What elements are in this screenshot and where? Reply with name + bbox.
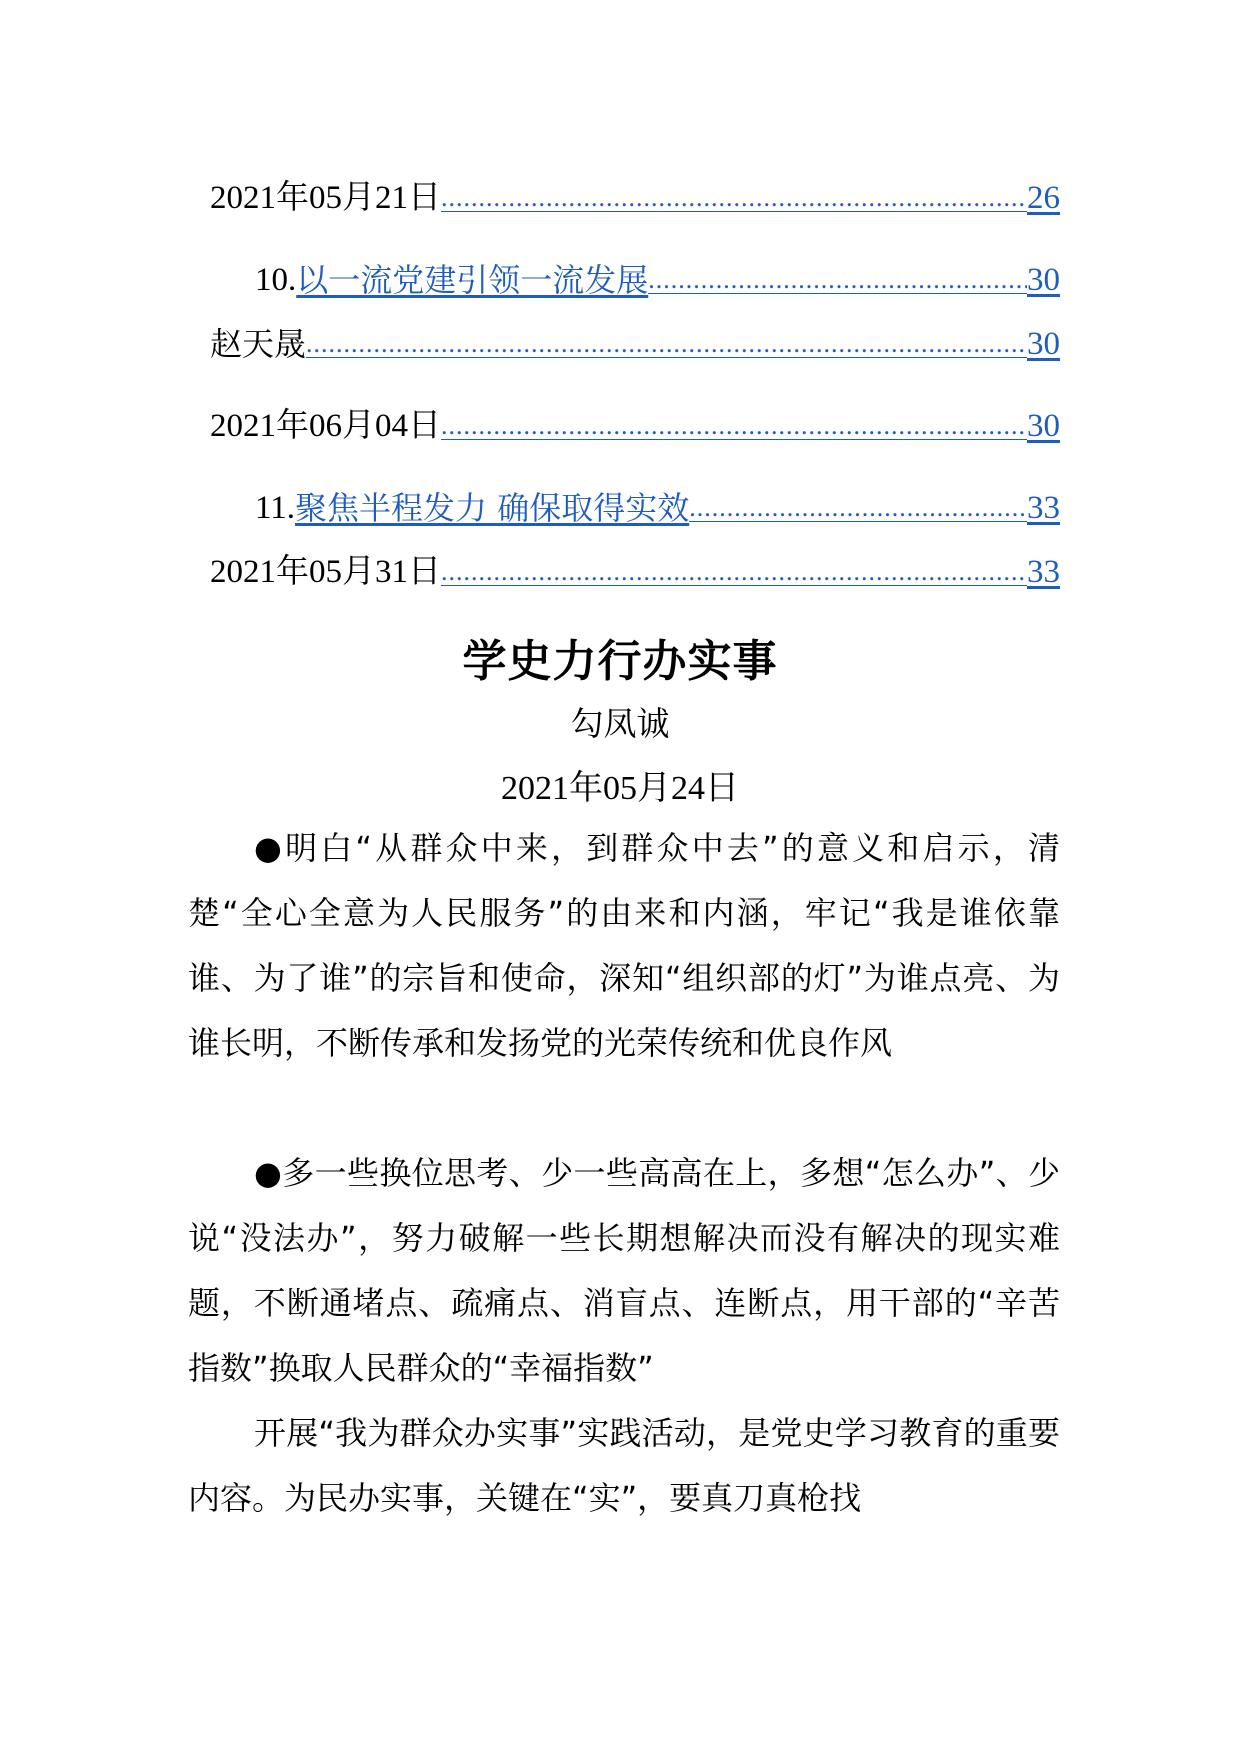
toc-leader-dots xyxy=(306,331,1027,358)
toc-entry-number: 11. xyxy=(255,490,296,526)
toc-entry-author[interactable] xyxy=(210,314,1060,364)
toc-entry-date[interactable] xyxy=(210,542,1060,592)
toc-entry-title-link[interactable]: 聚焦半程发力 确保取得实效 xyxy=(295,489,690,527)
toc-leader-dots xyxy=(689,495,1027,522)
toc-leader-dots xyxy=(441,185,1027,212)
toc-entry-title[interactable] xyxy=(255,478,1060,528)
article-title: 学史力行办实事 xyxy=(462,636,778,687)
toc-entry-text: 2021年06月04日 xyxy=(210,408,441,444)
toc-entry-text: 2021年05月21日 xyxy=(210,180,441,216)
body-paragraph: 开展“我为群众办实事”实践活动，是党史学习教育的重要内容。为民办实事，关键在“实”，要真刀真枪找 xyxy=(188,1414,1060,1517)
toc-entry-text: 赵天晟 xyxy=(210,325,307,363)
toc-entry-title-link[interactable]: 以一流党建引领一流发展 xyxy=(296,261,649,299)
body-paragraph: ●明白“从群众中来，到群众中去”的意义和启示，清楚“全心全意为人民服务”的由来和内涵，牢记“我是谁依靠谁、为了谁”的宗旨和使命，深知“组织部的灯”为谁点亮、为谁长明，不断传承和发扬党的光荣传统和优良作风 xyxy=(188,829,1060,1062)
toc-page-number[interactable]: 33 xyxy=(1027,554,1060,590)
toc-page-number[interactable]: 26 xyxy=(1027,180,1060,216)
toc-page-number[interactable]: 30 xyxy=(1027,262,1060,298)
toc-entry-date[interactable] xyxy=(210,168,1060,218)
toc-leader-dots xyxy=(441,413,1027,440)
toc-page-number[interactable]: 33 xyxy=(1027,490,1060,526)
toc-entry-text: 2021年05月31日 xyxy=(210,554,441,590)
toc-entry-date[interactable] xyxy=(210,396,1060,446)
toc-leader-dots xyxy=(441,559,1027,586)
toc-leader-dots xyxy=(648,267,1027,294)
article-author: 勾凤诚 xyxy=(570,704,670,743)
body-paragraph: ●多一些换位思考、少一些高高在上，多想“怎么办”、少说“没法办”，努力破解一些长期想解决而没有解决的现实难题，不断通堵点、疏痛点、消盲点、连断点，用干部的“辛苦指数”换取人民群众的“幸福指数” xyxy=(188,1154,1060,1387)
article-date: 2021年05月24日 xyxy=(501,770,739,807)
toc-page-number[interactable]: 30 xyxy=(1027,408,1060,444)
toc-entry-number: 10. xyxy=(255,262,297,298)
toc-entry-title[interactable] xyxy=(255,250,1060,300)
toc-page-number[interactable]: 30 xyxy=(1027,326,1060,362)
